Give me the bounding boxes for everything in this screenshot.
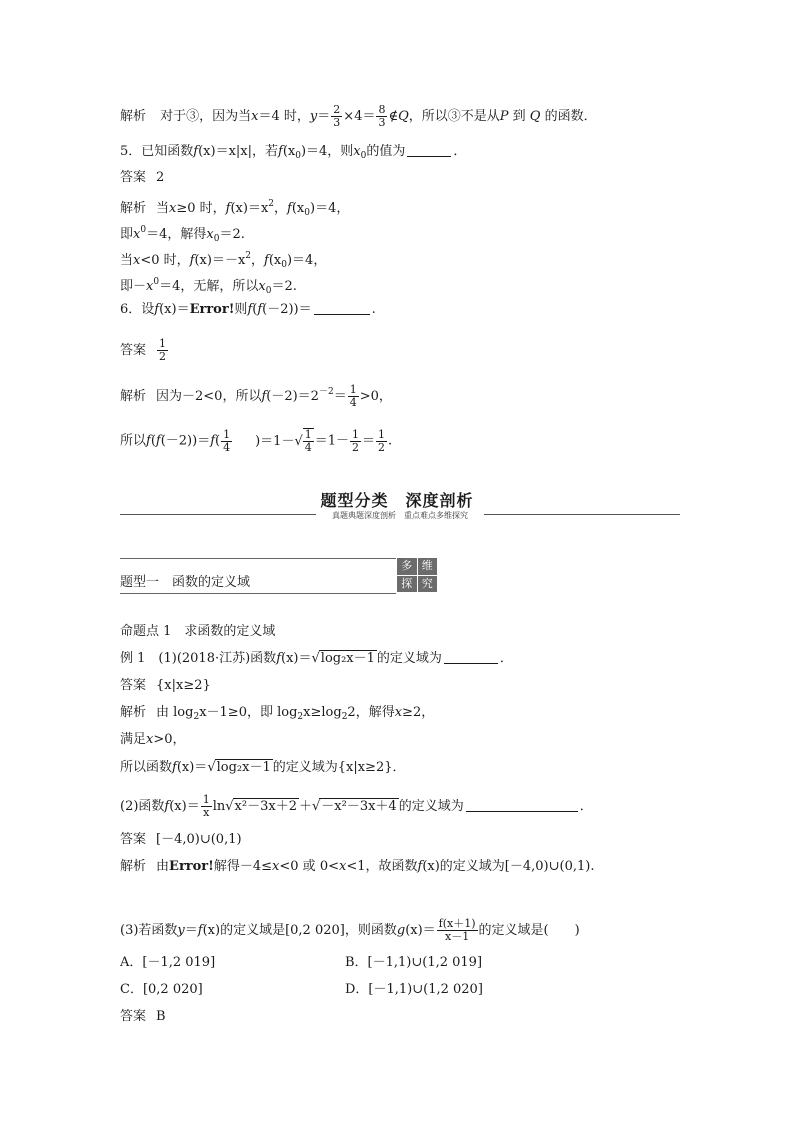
sqrt-expression: x²－3x＋2 (234, 799, 297, 814)
text: ×4＝ (343, 109, 376, 124)
badge-char: 维 (418, 558, 438, 575)
error-placeholder: Error! (169, 859, 214, 874)
badge-char: 究 (418, 576, 438, 593)
question-5 (120, 144, 466, 164)
analysis-5b: 即$x^0=4$，解得$x_0=2$. (120, 225, 245, 244)
answer-value: [－4,0)∪(0,1) (156, 832, 242, 847)
answer-value: {x|x≥2} (156, 678, 211, 693)
answer-6 (120, 338, 169, 363)
analysis-ex1-1b: 满足x>0， (120, 732, 186, 747)
text: ＝ (317, 109, 331, 124)
text: 的函数． (540, 109, 597, 124)
fraction: $\frac{1}{4}$ (304, 428, 312, 454)
text: 5．已知函数 (120, 144, 194, 159)
text: 到 (508, 109, 530, 124)
subscript: 0 (295, 151, 301, 161)
text: (x)＝x|x|，若 (198, 144, 278, 159)
analysis-label: 解析 (120, 859, 147, 874)
text: ，所以③不是从 (408, 109, 500, 124)
analysis-label: 解析 (120, 201, 147, 216)
text: 的值为 (366, 144, 406, 159)
analysis-label: 解析 (120, 389, 147, 404)
fraction: $\frac{8}{3}$ (378, 103, 386, 129)
option-a: A．[－1,2 019] (120, 955, 216, 970)
var: Q (529, 109, 541, 124)
answer-blank (407, 144, 451, 157)
text: )＝4，则 (300, 144, 354, 159)
answer-blank (466, 799, 578, 812)
fraction: $\frac{1}{2}$ (378, 427, 386, 454)
analysis-label: 解析 (120, 109, 147, 124)
badge-char: 多 (397, 558, 417, 575)
analysis-6b: 所以f(f(－2))＝f( $\frac{1}{4}$ )＝1－√ $\frac{1}{4}$ ＝1－ $\frac{1}{2}$ ＝ $\frac{1}{2}$ . (120, 427, 393, 454)
sqrt-expression: log₂x－1 (216, 760, 271, 775)
multi-dimension-badge (397, 558, 437, 592)
answer-label: 答案 (120, 678, 147, 693)
question-type-label: 题型一 函数的定义域 (120, 575, 251, 590)
fraction: $\frac{f(x+1)}{x-1}$ (438, 917, 476, 943)
subscript: 0 (360, 151, 367, 161)
section-subtitle: 真题典题深度剖析 重点难点多维探究 (332, 511, 468, 520)
example-1-2: (2)函数f(x)＝ $\frac{1}{x}$ ln√x²－3x＋2 ＋√－x²－3x＋4 的定义域为 ． (120, 793, 593, 819)
fraction: $\frac{1}{x}$ (202, 793, 210, 819)
analysis-6a: 解析 因为－2<0，所以$f(-2)=2^{-2}=$ $\frac{1}{4}$ >0， (120, 383, 392, 409)
question-6: 6．设f(x)＝Error!则f(f(－2))＝ . (120, 302, 376, 317)
analysis-5a: 解析 当x≥0 时，$f(x)=x^2$，$f(x_0)=4$， (120, 199, 350, 218)
answer-label: 答案 (120, 1009, 147, 1024)
answer-blank (444, 651, 498, 664)
option-c: C．[0,2 020] (120, 982, 203, 997)
section-rule-left (120, 514, 316, 515)
text: (x (282, 144, 296, 159)
var: f (278, 144, 283, 159)
var: x (251, 109, 259, 124)
answer-ex1-3 (120, 1009, 166, 1025)
answer-label: 答案 (120, 343, 147, 358)
question-type-header (120, 558, 396, 594)
var: P (499, 109, 509, 124)
analysis-5d: 即$-x^0=4$，无解，所以$x_0=2$. (120, 277, 297, 296)
sqrt-expression: －x²－3x＋4 (321, 799, 397, 814)
analysis-ex1-1c: 所以函数f(x)＝√log₂x－1 的定义域为{x|x≥2}． (120, 760, 406, 775)
option-d: D．[－1,1)∪(1,2 020] (345, 982, 483, 997)
fraction: $\frac{1}{4}$ (349, 383, 357, 409)
answer-fraction: $\frac{1}{2}$ (159, 337, 167, 363)
option-b: B．[－1,1)∪(1,2 019] (345, 955, 483, 970)
section-title: 题型分类 深度剖析 (320, 491, 474, 510)
var: ∉Q (388, 109, 409, 124)
analysis-5c: 当x<0 时，$f(x)=-x^2$，$f(x_0)=4$， (120, 251, 327, 270)
answer-ex1-2 (120, 832, 242, 848)
answer-label: 答案 (120, 170, 147, 185)
analysis-ex1-1a: 解析 由 $\log_2x-1\ge 0$，即 $\log_2x\ge\log_22$，解得x≥2， (120, 705, 435, 722)
proposition-point-1: 命题点 1 求函数的定义域 (120, 624, 276, 639)
section-rule-right (484, 514, 680, 515)
fraction: $\frac{1}{2}$ (352, 427, 360, 454)
answer-value: B (156, 1009, 166, 1024)
text: ＝4 时， (258, 109, 310, 124)
error-placeholder: Error! (189, 302, 235, 317)
answer-ex1-1 (120, 678, 211, 694)
var: y (309, 109, 318, 124)
answer-value: 2 (156, 170, 165, 185)
var: f (193, 144, 199, 159)
answer-5 (120, 170, 164, 186)
analysis-line-1 (120, 104, 597, 129)
example-1-3: (3)若函数y＝f(x)的定义域是[0,2 020]，则函数g(x)＝ $\frac{f(x+1)}{x-1}$ 的定义域是( ) (120, 917, 580, 943)
fraction: $\frac{2}{3}$ (333, 103, 341, 129)
fraction: $\frac{1}{4}$ (223, 427, 231, 454)
analysis-ex1-2: 解析 由Error!解得－4≤x<0 或 0<x<1，故函数f(x)的定义域为[－4,0)∪(0,1). (120, 859, 595, 874)
badge-char: 探 (397, 576, 417, 593)
example-1-1: 例 1 (1)(2018·江苏)函数f(x)＝√log₂x－1 的定义域为 ． (120, 651, 513, 666)
answer-blank (314, 302, 370, 315)
var: x (353, 144, 361, 159)
sqrt-expression: log₂x－1 (320, 651, 375, 666)
analysis-label: 解析 (120, 705, 147, 720)
answer-label: 答案 (120, 832, 147, 847)
text: ． (453, 144, 467, 159)
text: 对于③，因为当 (160, 109, 252, 124)
